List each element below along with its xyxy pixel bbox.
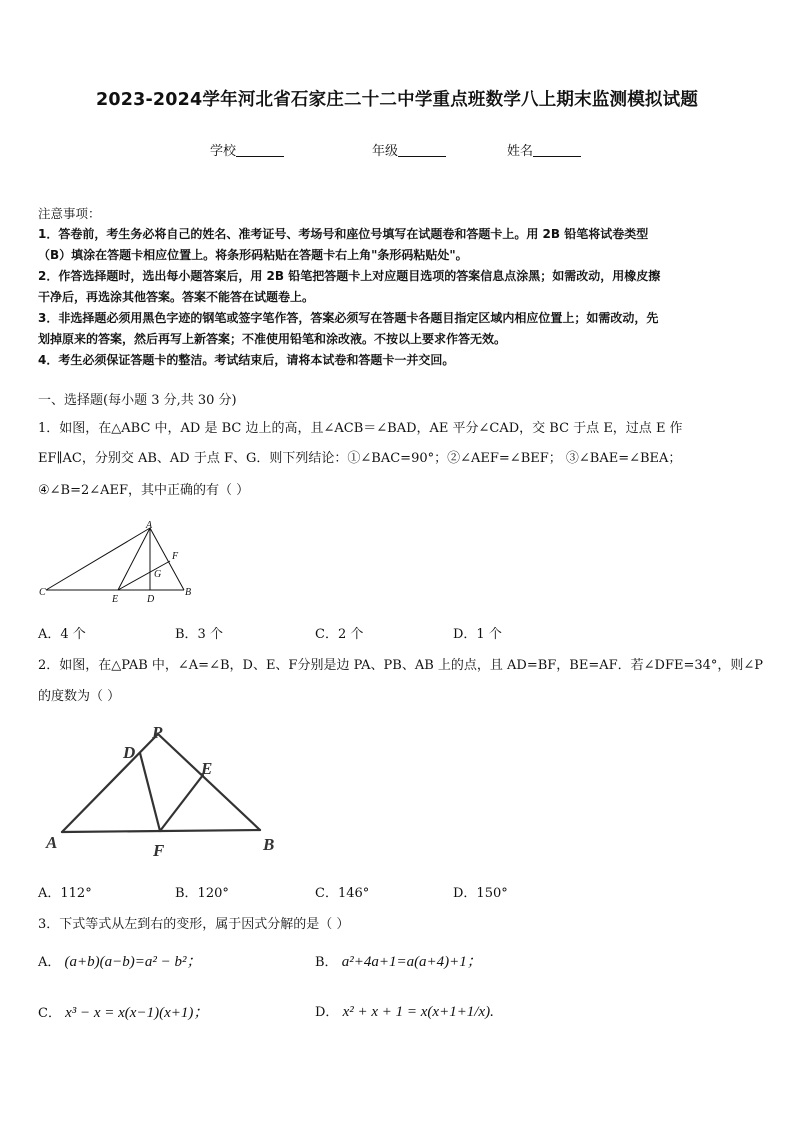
q1-stem-line-2: EF∥AC，分别交 AB、AD 于点 F、G．则下列结论：①∠BAC=90°；②∠AEF=∠BEF； ③∠BAE=∠BEA；	[38, 451, 682, 466]
school-label: 学校	[210, 144, 237, 159]
q2-option-d: D．150°	[453, 886, 508, 901]
q3-option-a-formula: (a+b)(a−b)=a² − b²；	[64, 954, 202, 970]
q2-label-b: B	[263, 835, 275, 854]
q2-option-a: A．112°	[38, 886, 92, 901]
page-title: 2023-2024学年河北省石家庄二十二中学重点班数学八上期末监测模拟试题	[95, 90, 699, 110]
q3-option-a-prefix: A．	[38, 955, 61, 970]
q3-option-b	[315, 950, 482, 971]
notes-line-1: 1．答卷前，考生务必将自己的姓名、准考证号、考场号和座位号填写在试题卷和答题卡上。用 2B 铅笔将试卷类型	[38, 227, 649, 241]
q2-line-pb	[158, 734, 260, 830]
q1-stem-line-1: 1．如图，在△ABC 中，AD 是 BC 边上的高，且∠ACB＝∠BAD，AE 平分∠CAD，交 BC 于点 E，过点 E 作	[38, 421, 683, 436]
q2-line-ap	[62, 734, 158, 832]
q1-option-d: D．1 个	[453, 627, 502, 642]
q2-label-f: F	[153, 841, 165, 860]
q3-option-b-formula: a²+4a+1=a(a+4)+1；	[341, 954, 482, 970]
q3-option-d-prefix: D．	[315, 1005, 339, 1020]
q1-label-d: D	[147, 594, 155, 605]
notes-line-7: 4．考生必须保证答题卡的整洁。考试结束后，请将本试卷和答题卡一并交回。	[38, 353, 455, 367]
q1-stem-line-3: ④∠B=2∠AEF，其中正确的有（ ）	[38, 483, 250, 498]
name-label: 姓名	[507, 144, 534, 159]
q1-label-a: A	[146, 520, 153, 531]
q1-option-a: A．4 个	[38, 627, 86, 642]
grade-label: 年级	[372, 144, 399, 159]
q3-option-c	[38, 1001, 208, 1022]
q3-option-d	[315, 1001, 494, 1021]
school-field	[210, 140, 284, 159]
q2-label-d: D	[123, 743, 136, 762]
notes-line-6: 划掉原来的答案，然后再写上新答案；不准使用铅笔和涂改液。不按以上要求作答无效。	[38, 332, 507, 346]
name-blank	[533, 144, 581, 157]
q2-label-a: A	[46, 833, 58, 852]
q2-line-fe	[160, 775, 203, 831]
q2-option-c: C．146°	[315, 886, 370, 901]
q2-line-df	[140, 753, 160, 831]
q1-option-b: B．3 个	[175, 627, 223, 642]
notes-line-4: 干净后，再选涂其他答案。答案不能答在试题卷上。	[38, 290, 315, 304]
q3-option-c-prefix: C．	[38, 1006, 61, 1021]
notes-line-2: （B）填涂在答题卡相应位置上。将条形码粘贴在答题卡右上角"条形码粘贴处"。	[38, 248, 468, 262]
q3-option-c-formula: x³ − x = x(x−1)(x+1)；	[65, 1005, 209, 1021]
q3-option-a	[38, 950, 202, 971]
q3-stem: 3．下式等式从左到右的变形，属于因式分解的是（ ）	[38, 917, 350, 932]
notes-heading: 注意事项：	[38, 206, 101, 221]
q1-option-c: C．2 个	[315, 627, 364, 642]
q2-stem-line-1: 2．如图，在△PAB 中，∠A=∠B，D、E、F分别是边 PA、PB、AB 上的点，且 AD=BF，BE=AF．若∠DFE=34°，则∠P	[38, 658, 764, 673]
q1-label-c: C	[39, 587, 46, 598]
q2-stem-line-2: 的度数为（ ）	[38, 689, 121, 704]
q1-label-b: B	[185, 587, 192, 598]
q1-label-e: E	[112, 594, 119, 605]
q2-figure	[40, 718, 290, 863]
q2-label-p: P	[152, 723, 163, 742]
q1-label-f: F	[172, 551, 179, 562]
grade-field	[372, 140, 446, 159]
notes-line-3: 2．作答选择题时，选出每小题答案后，用 2B 铅笔把答题卡上对应题目选项的答案信息点涂黑；如需改动，用橡皮擦	[38, 269, 661, 283]
q2-label-e: E	[201, 759, 213, 778]
notes-line-5: 3．非选择题必须用黑色字迹的钢笔或签字笔作答，答案必须写在答题卡各题目指定区域内相应位置上；如需改动，先	[38, 311, 659, 325]
school-blank	[236, 144, 284, 157]
section-heading: 一、选择题(每小题 3 分,共 30 分)	[38, 393, 237, 408]
q1-label-g: G	[154, 569, 162, 580]
q1-figure	[30, 518, 210, 608]
q3-option-b-prefix: B．	[315, 955, 338, 970]
q2-option-b: B．120°	[175, 886, 229, 901]
q1-line-ab	[150, 528, 184, 590]
grade-blank	[398, 144, 446, 157]
q3-option-d-formula: x² + x + 1 = x(x+1+1/x).	[342, 1004, 494, 1020]
name-field	[507, 140, 581, 159]
